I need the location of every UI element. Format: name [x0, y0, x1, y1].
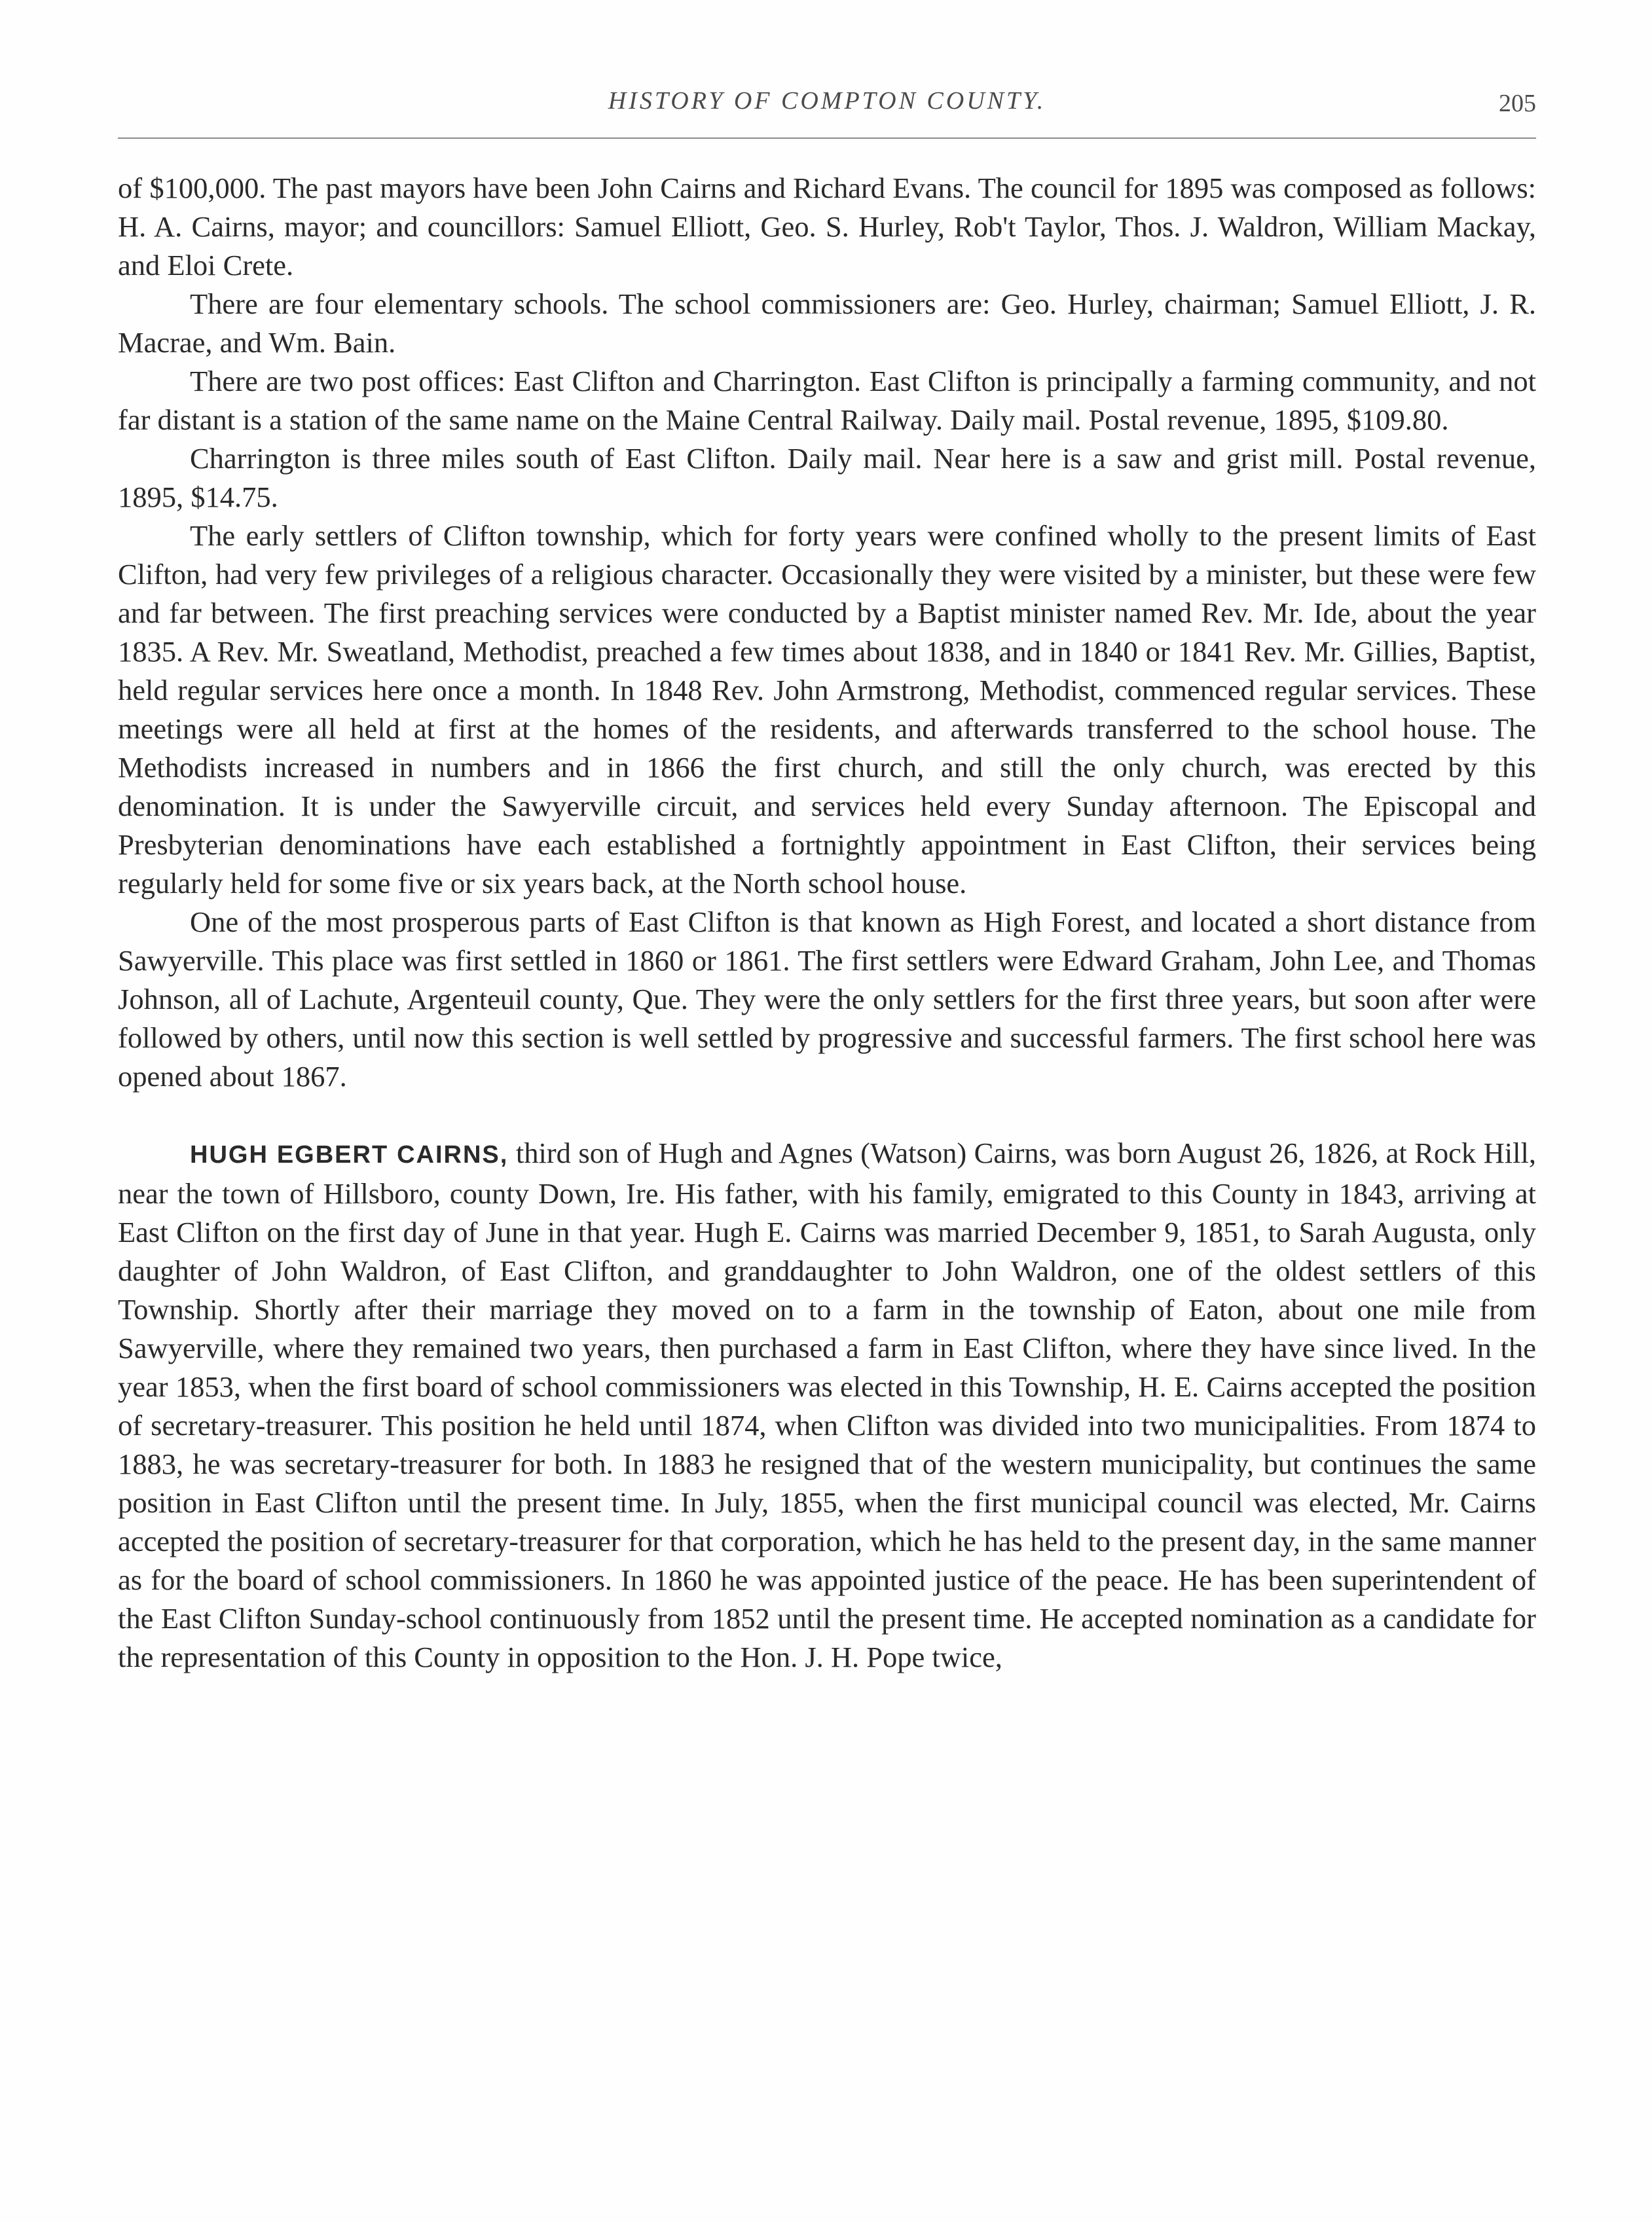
biography-text: third son of Hugh and Agnes (Watson) Cairns, was born August 26, 1826, at Rock Hill, near the town of Hillsboro, county Down, Ire. His father, with his family, emigrated to this County in 1843, arriving at East Clifton on the first day of June in that year. Hugh E. Cairns was married December 9, 1851, to Sarah Augusta, only daughter of John Waldron, of East Clifton, and granddaughter to John Waldron, one of the oldest settlers of this Township. Shortly after their marriage they moved on to a farm in the township of Eaton, about one mile from Sawyerville, where they remained two years, then purchased a farm in East Clifton, where they have since lived. In the year 1853, when the first board of school commissioners was elected in this Township, H. E. Cairns accepted the position of secretary-treasurer. This position he held until 1874, when Clifton was divided into two municipalities. From 1874 to 1883, he was secretary-treasurer for both. In 1883 he resigned that of the western municipality, but continues the same position in East Clifton until the present time. In July, 1855, when the first municipal council was elected, Mr. Cairns accepted the position of secretary-treasurer for that corporation, which he has held to the present day, in the same manner as for the board of school commissioners. In 1860 he was appointed justice of the peace. He has been superintendent of the East Clifton Sunday-school continuously from 1852 until the present time. He accepted nomination as a candidate for the representation of this County in opposition to the Hon. J. H. Pope twice,	[118, 1137, 1536, 1673]
paragraph-high-forest: One of the most prosperous parts of East Clifton is that known as High Forest, and located a short distance from Sawyerville. This place was first settled in 1860 or 1861. The first settlers were Edward Graham, John Lee, and Thomas Johnson, all of Lachute, Argenteuil county, Que. They were the only settlers for the first three years, but soon after were followed by others, until now this section is well settled by progressive and successful farmers. The first school here was opened about 1867.	[118, 905, 1536, 1093]
paragraph-post-offices: There are two post offices: East Clifton and Charrington. East Clifton is principally a farming community, and not far distant is a station of the same name on the Maine Central Railway. Daily mail. Postal revenue, 1895, $109.80.	[118, 365, 1536, 436]
page-body	[118, 169, 1536, 1677]
page-header	[118, 77, 1536, 123]
running-title: HISTORY OF COMPTON COUNTY.	[608, 87, 1046, 115]
biography-paragraph	[118, 1134, 1536, 1677]
paragraph-charrington: Charrington is three miles south of East Clifton. Daily mail. Near here is a saw and grist mill. Postal revenue, 1895, $14.75.	[118, 442, 1536, 513]
paragraph-council: of $100,000. The past mayors have been John Cairns and Richard Evans. The council for 1895 was composed as follows: H. A. Cairns, mayor; and councillors: Samuel Elliott, Geo. S. Hurley, Rob't Taylor, Thos. J. Waldron, William Mackay, and Eloi Crete.	[118, 172, 1536, 282]
biography-name: HUGH EGBERT CAIRNS,	[190, 1141, 509, 1169]
header-rule	[118, 137, 1536, 139]
paragraph-schools: There are four elementary schools. The school commissioners are: Geo. Hurley, chairman; Samuel Elliott, J. R. Macrae, and Wm. Bain.	[118, 287, 1536, 359]
paragraph-religious-history: The early settlers of Clifton township, which for forty years were confined wholly to the present limits of East Clifton, had very few privileges of a religious character. Occasionally they were visited by a minister, but these were few and far between. The first preaching services were conducted by a Baptist minister named Rev. Mr. Ide, about the year 1835. A Rev. Mr. Sweatland, Methodist, preached a few times about 1838, and in 1840 or 1841 Rev. Mr. Gillies, Baptist, held regular services here once a month. In 1848 Rev. John Armstrong, Methodist, commenced regular services. These meetings were all held at first at the homes of the residents, and afterwards transferred to the school house. The Methodists increased in numbers and in 1866 the first church, and still the only church, was erected by this denomination. It is under the Sawyerville circuit, and services held every Sunday afternoon. The Episcopal and Presbyterian denominations have each established a fortnightly appointment in East Clifton, their services being regularly held for some five or six years back, at the North school house.	[118, 519, 1536, 900]
page-number: 205	[1499, 90, 1536, 117]
